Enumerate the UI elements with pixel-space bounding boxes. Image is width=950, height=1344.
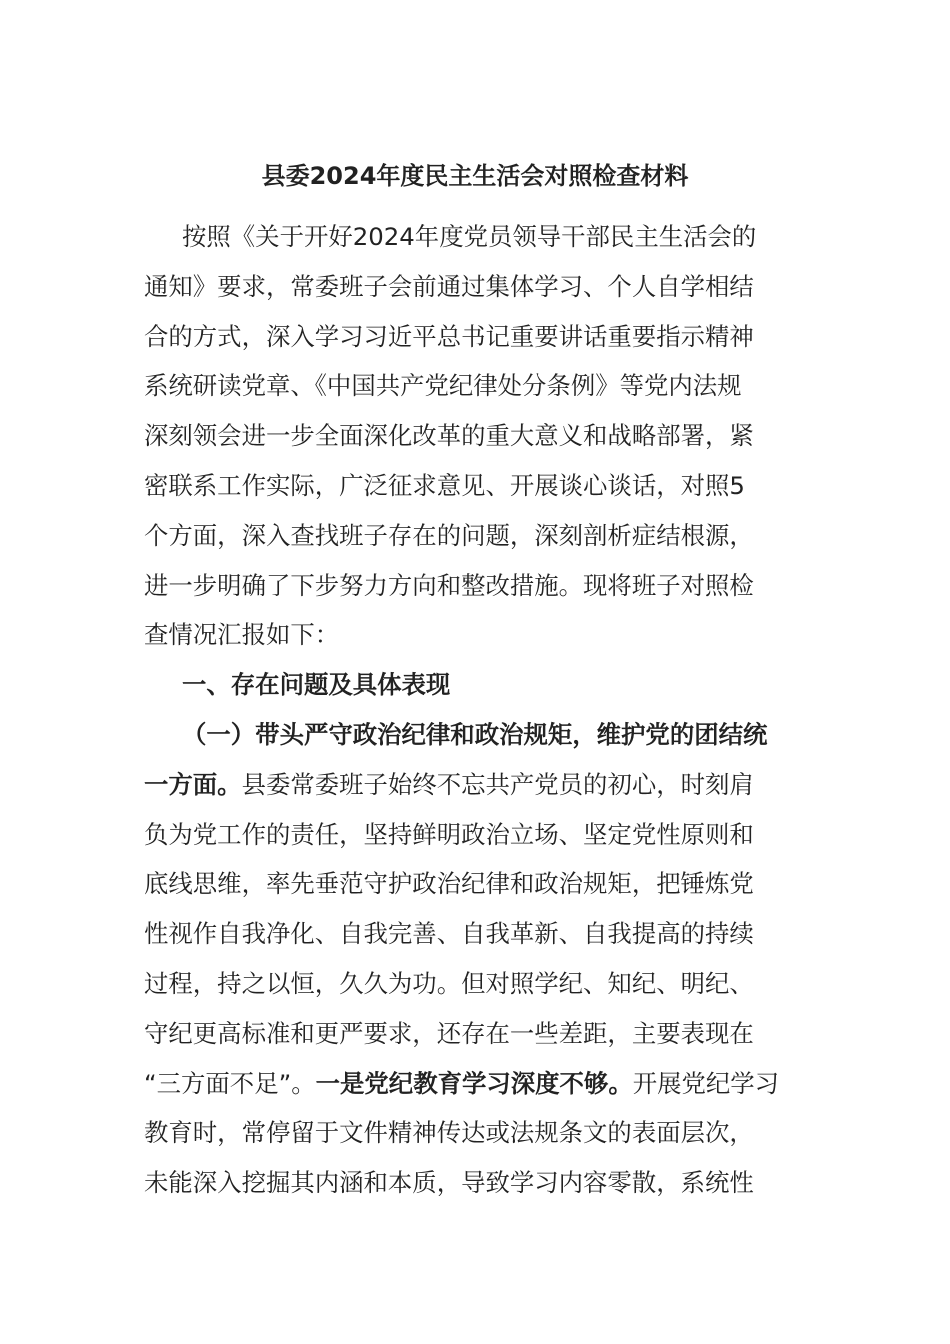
text-segment: 守纪更高标准和更严要求，还存在一些差距，主要表现在 (144, 1018, 754, 1048)
text-line (144, 610, 806, 660)
text-segment: 县委常委班子始终不忘共产党员的初心，时刻肩 (241, 769, 754, 799)
text-line (144, 312, 806, 362)
text-line (144, 361, 806, 411)
text-line (144, 660, 806, 710)
text-segment: 查情况汇报如下： (144, 620, 340, 650)
text-line (144, 511, 806, 561)
bold-text-segment: 一是党纪教育学习深度不够。 (315, 1068, 633, 1098)
text-line (144, 1108, 806, 1158)
text-line (144, 1009, 806, 1059)
text-segment: 个方面，深入查找班子存在的问题，深刻剖析症结根源， (144, 520, 754, 550)
bold-text-segment: 一方面。 (144, 769, 242, 799)
text-line (144, 411, 806, 461)
text-line (144, 959, 806, 1009)
text-line (144, 710, 806, 760)
text-line (144, 262, 806, 312)
text-line (144, 1158, 806, 1208)
text-segment: 合的方式，深入学习习近平总书记重要讲话重要指示精神 (144, 321, 754, 351)
text-segment: 进一步明确了下步努力方向和整改措施。现将班子对照检 (144, 570, 754, 600)
text-line (144, 859, 806, 909)
document-body (144, 212, 806, 1208)
text-line (144, 561, 806, 611)
text-line (144, 1059, 806, 1109)
text-segment: 性视作自我净化、自我完善、自我革新、自我提高的持续 (144, 919, 754, 949)
text-segment: 通知》要求，常委班子会前通过集体学习、个人自学相结 (144, 271, 754, 301)
text-segment: “三方面不足”。 (144, 1068, 316, 1098)
text-line (144, 810, 806, 860)
text-segment: 按照《关于开好2024年度党员领导干部民主生活会的 (182, 222, 757, 251)
text-line (144, 212, 806, 262)
text-segment: 过程，持之以恒，久久为功。但对照学纪、知纪、明纪、 (144, 968, 754, 998)
text-segment: 底线思维，率先垂范守护政治纪律和政治规矩，把锤炼党 (144, 869, 754, 899)
text-segment: 深刻领会进一步全面深化改革的重大意义和战略部署，紧 (144, 421, 754, 451)
text-segment: 开展党纪学习 (632, 1068, 780, 1098)
document-title: 县委2024年度民主生活会对照检查材料 (261, 162, 689, 190)
text-segment: 未能深入挖掘其内涵和本质，导致学习内容零散，系统性 (144, 1168, 754, 1198)
text-segment: 负为党工作的责任，坚持鲜明政治立场、坚定党性原则和 (144, 819, 754, 849)
text-line (144, 461, 806, 511)
text-segment: 教育时，常停留于文件精神传达或法规条文的表面层次， (144, 1118, 754, 1148)
text-line (144, 760, 806, 810)
text-segment: 系统研读党章、《中国共产党纪律处分条例》等党内法规 (144, 371, 742, 401)
bold-text-segment: （一）带头严守政治纪律和政治规矩，维护党的团结统 (182, 719, 768, 749)
text-line (144, 909, 806, 959)
bold-text-segment: 一、存在问题及具体表现 (182, 670, 451, 700)
text-segment: 密联系工作实际，广泛征求意见、开展谈心谈话，对照5 (144, 470, 745, 500)
